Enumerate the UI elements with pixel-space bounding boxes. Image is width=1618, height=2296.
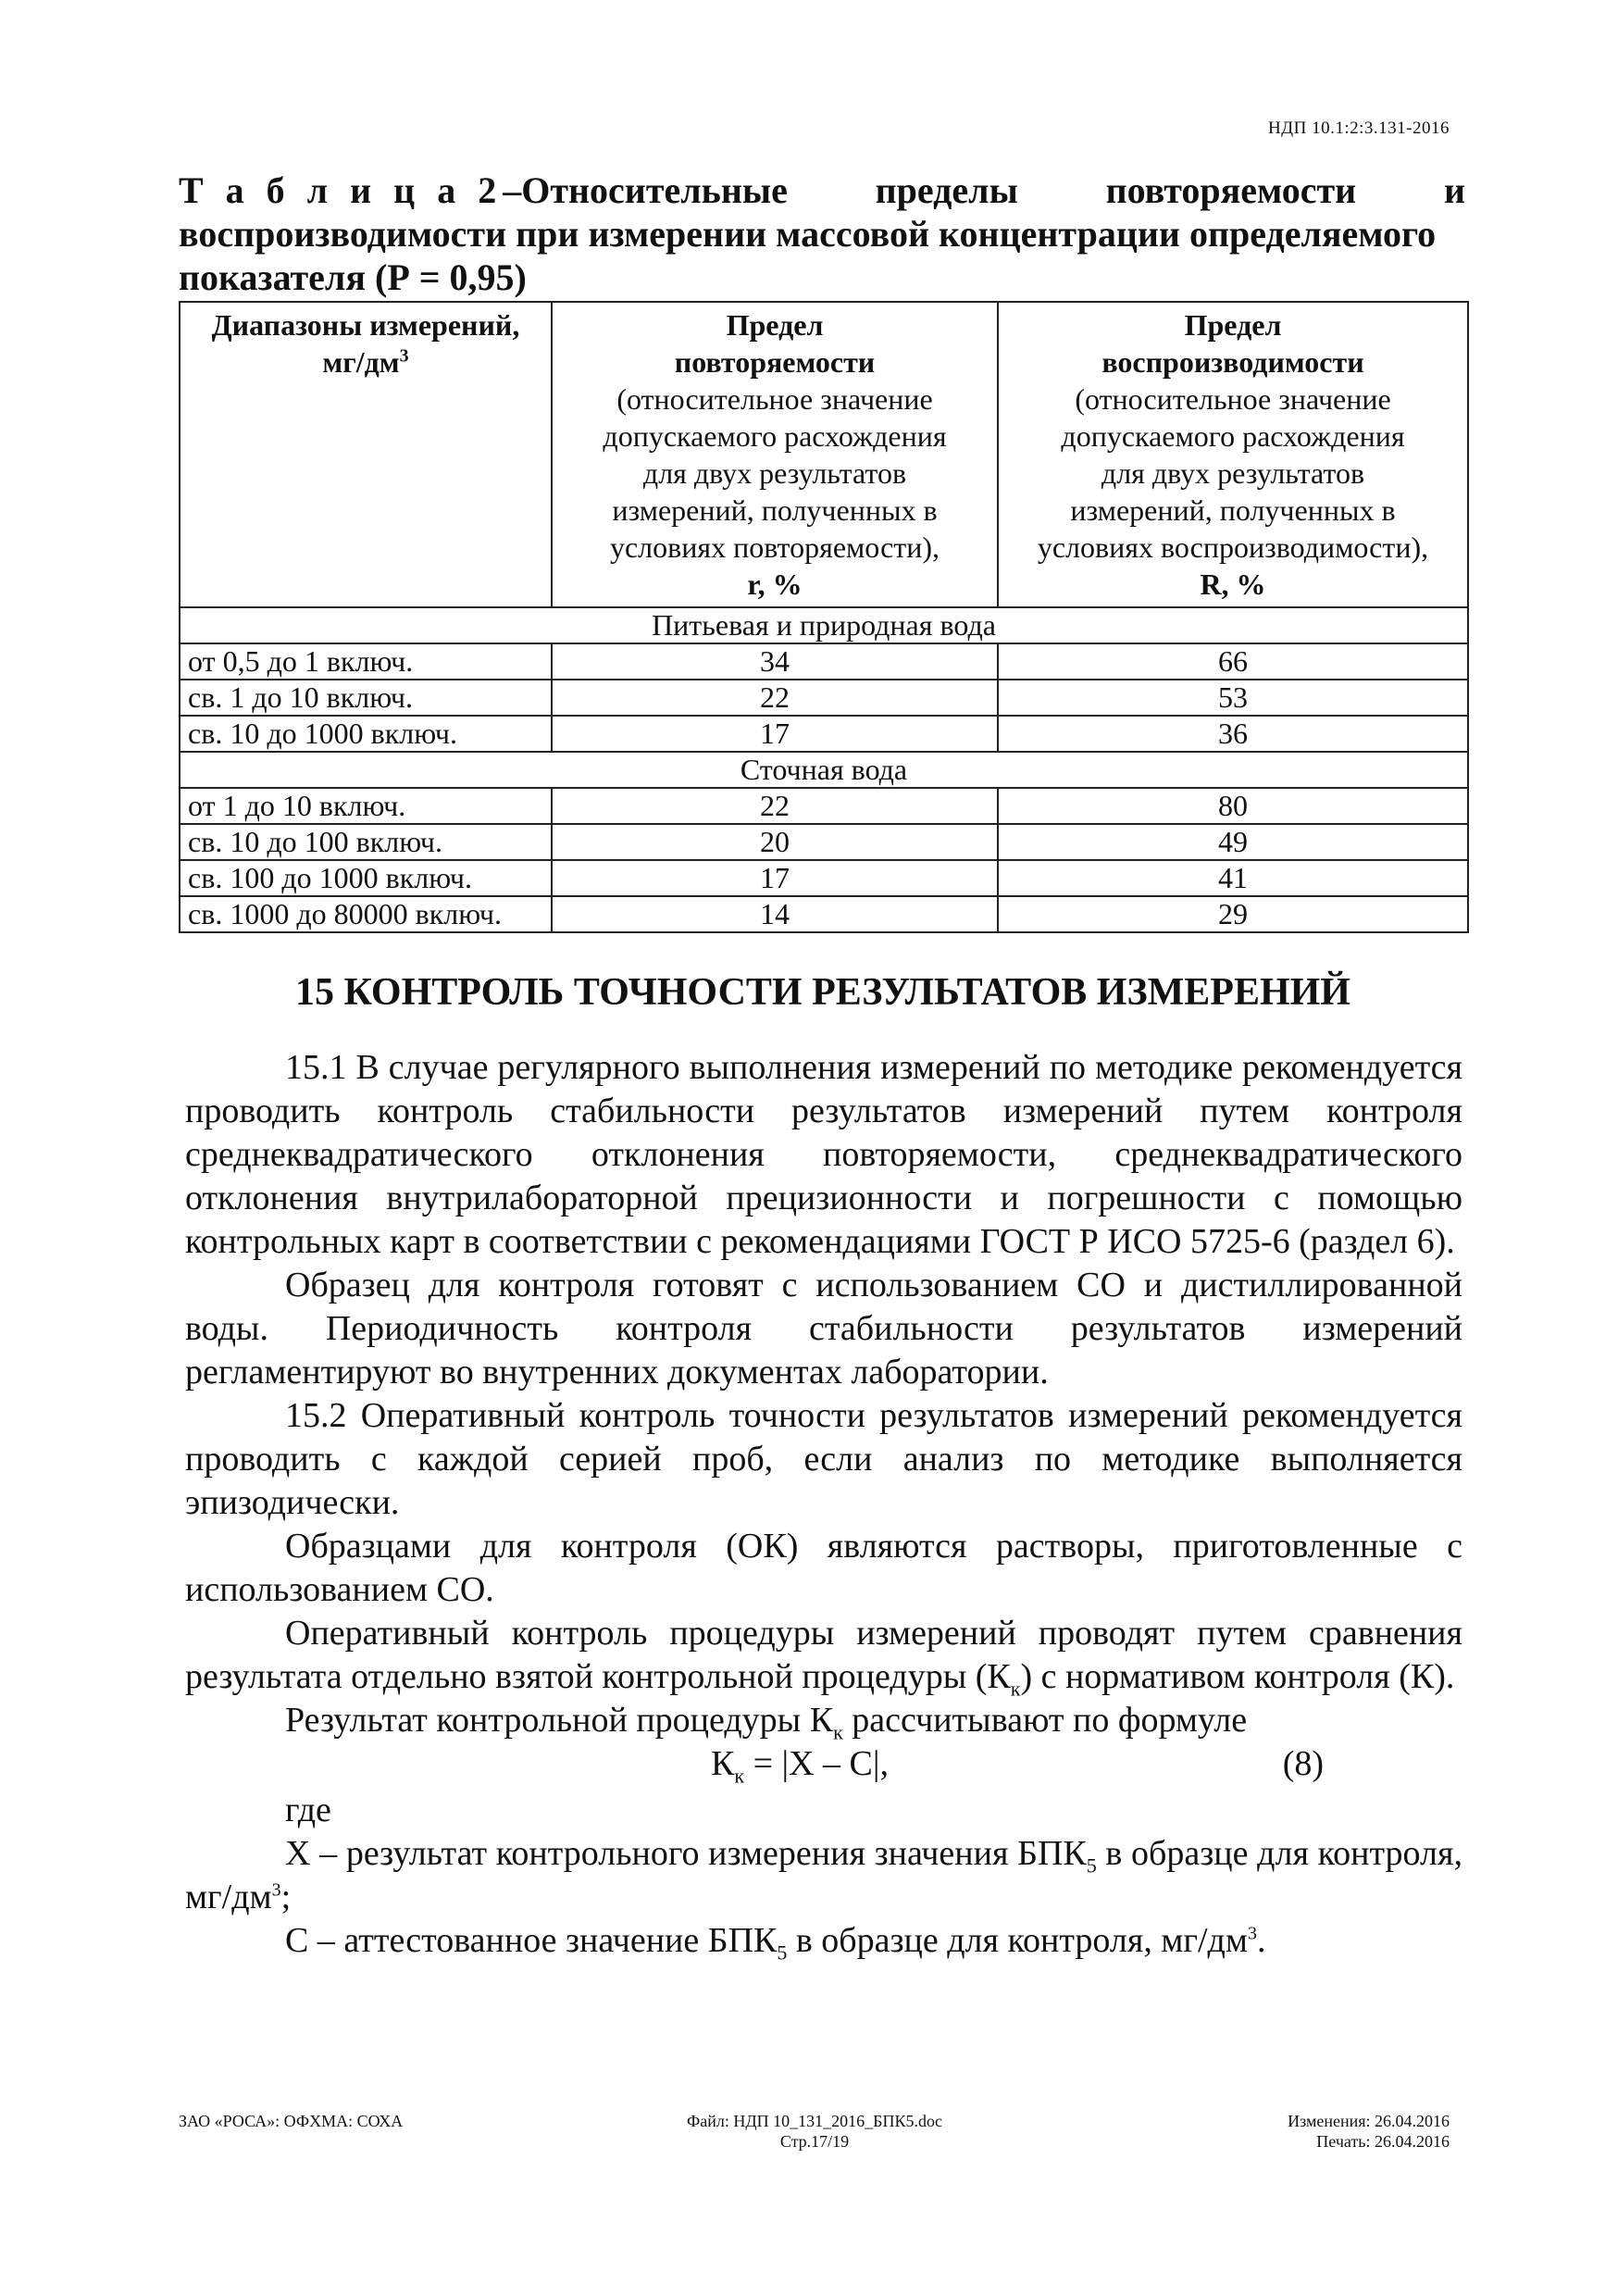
caption-prefix: Т а б л и ц а 2 bbox=[179, 169, 504, 211]
footer-page: Стр.17/19 bbox=[779, 2132, 850, 2151]
range-cell: св. 1 до 10 включ. bbox=[180, 680, 552, 716]
x-definition: X – результат контрольного измерения значения $БПК_5$ в образце для контроля, $мг/дм^3$; bbox=[185, 1834, 1463, 1916]
group-title: Питьевая и природная вода bbox=[180, 607, 1468, 643]
header-reproducibility bbox=[998, 302, 1468, 607]
repeatability-cell: 20 bbox=[552, 824, 998, 860]
footer-org: ЗАО «РОСА»: ОФХМА: СОХА bbox=[179, 2112, 404, 2130]
reproducibility-title-line: воспроизводимости bbox=[1101, 345, 1364, 379]
header-ranges bbox=[180, 302, 552, 607]
repeatability-description-line: для двух результатов bbox=[642, 456, 907, 490]
table-row bbox=[180, 680, 1468, 716]
table-group-row bbox=[180, 752, 1468, 788]
caption-line-2: воспроизводимости при измерении массовой концентрации определяемого bbox=[179, 213, 1437, 255]
reproducibility-cell: 29 bbox=[998, 896, 1468, 932]
caption-dash: – bbox=[503, 169, 522, 211]
range-cell: св. 10 до 1000 включ. bbox=[180, 716, 552, 752]
repeatability-description-line: (относительное значение bbox=[616, 382, 933, 416]
caption-word-4: и bbox=[1443, 169, 1465, 211]
repeatability-cell: 22 bbox=[552, 788, 998, 824]
reproducibility-cell: 36 bbox=[998, 716, 1468, 752]
caption-word-3: повторяемости bbox=[1105, 169, 1357, 211]
reproducibility-description-line: условиях воспроизводимости), bbox=[1037, 530, 1429, 564]
table-group-row bbox=[180, 607, 1468, 643]
range-cell: св. 1000 до 80000 включ. bbox=[180, 896, 552, 932]
table-header-row bbox=[180, 302, 1468, 607]
header-ranges-unit-sup: 3 bbox=[399, 345, 409, 367]
caption-word-1: Относительные bbox=[521, 169, 788, 211]
where-label: где bbox=[285, 1791, 331, 1829]
repeatability-title-line: повторяемости bbox=[674, 345, 876, 379]
reproducibility-description-line: допускаемого расхождения bbox=[1061, 419, 1405, 453]
reproducibility-title-line: Предел bbox=[1184, 308, 1282, 342]
reproducibility-cell: 49 bbox=[998, 824, 1468, 860]
table-row bbox=[180, 860, 1468, 896]
body-text bbox=[185, 1046, 1462, 1963]
footer-changed: Изменения: 26.04.2016 bbox=[1288, 2112, 1450, 2130]
reproducibility-cell: 66 bbox=[998, 643, 1468, 680]
caption-word-2: пределы bbox=[875, 169, 1018, 211]
precision-limits-table bbox=[179, 301, 1469, 933]
footer-dates bbox=[1288, 2111, 1450, 2152]
table-row bbox=[180, 788, 1468, 824]
reproducibility-description-line: (относительное значение bbox=[1075, 382, 1391, 416]
range-cell: от 0,5 до 1 включ. bbox=[180, 643, 552, 680]
paragraph-operative: Оперативный контроль процедуры измерений проводят путем сравнения результата отдельно взятой контрольной процедуры $(К_к)$ с нормативом контроля (К). bbox=[185, 1614, 1462, 1701]
repeatability-cell: 22 bbox=[552, 680, 998, 716]
header-ranges-unit: мг/дм bbox=[322, 345, 400, 379]
repeatability-description-line: допускаемого расхождения bbox=[603, 419, 947, 453]
repeatability-cell: 34 bbox=[552, 643, 998, 680]
footer-file: Файл: НДП 10_131_2016_БПК5.doc bbox=[687, 2112, 942, 2130]
document-code: НДП 10.1:2:3.131-2016 bbox=[1267, 119, 1450, 138]
c-definition: С – аттестованное значение $БПК_5$ в образце для контроля, $мг/дм^3$. bbox=[285, 1921, 1266, 1965]
paragraph-sample: Образец для контроля готовят с использованием СО и дистиллированной воды. Периодичность контроля стабильности результатов измерений регламентируют во внутренних документах лаборатории. bbox=[185, 1266, 1462, 1391]
repeatability-symbol: r, % bbox=[747, 568, 803, 601]
reproducibility-description-line: измерений, полученных в bbox=[1070, 493, 1396, 527]
section-title: 15 КОНТРОЛЬ ТОЧНОСТИ РЕЗУЛЬТАТОВ ИЗМЕРЕНИЙ bbox=[295, 971, 1350, 1014]
reproducibility-cell: 41 bbox=[998, 860, 1468, 896]
repeatability-cell: 17 bbox=[552, 860, 998, 896]
paragraph-15-2: 15.2 Оперативный контроль точности результатов измерений рекомендуется проводить с каждой серией проб, если анализ по методике выполняется эпизодически. bbox=[185, 1396, 1462, 1522]
group-title: Сточная вода bbox=[180, 752, 1468, 788]
paragraph-result: Результат контрольной процедуры $К_к$ рассчитывают по формуле bbox=[285, 1701, 1248, 1744]
repeatability-cell: 17 bbox=[552, 716, 998, 752]
repeatability-description-line: условиях повторяемости), bbox=[609, 530, 940, 564]
footer-file-info bbox=[657, 2111, 972, 2152]
table-body bbox=[180, 607, 1468, 932]
table-caption bbox=[179, 168, 1465, 299]
header-ranges-label: Диапазоны измерений, bbox=[211, 308, 520, 342]
formula-8 bbox=[185, 1742, 1462, 1789]
paragraph-ok: Образцами для контроля (ОК) являются растворы, приготовленные с использованием СО. bbox=[185, 1527, 1462, 1609]
reproducibility-cell: 80 bbox=[998, 788, 1468, 824]
repeatability-cell: 14 bbox=[552, 896, 998, 932]
range-cell: св. 10 до 100 включ. bbox=[180, 824, 552, 860]
reproducibility-description-line: для двух результатов bbox=[1101, 456, 1365, 490]
footer-printed: Печать: 26.04.2016 bbox=[1316, 2132, 1450, 2151]
repeatability-description-line: измерений, полученных в bbox=[612, 493, 938, 527]
caption-line-3: показателя (Р = 0,95) bbox=[179, 256, 527, 298]
table-row bbox=[180, 896, 1468, 932]
formula-number: (8) bbox=[1282, 1744, 1324, 1783]
table-row bbox=[180, 643, 1468, 680]
table-row bbox=[180, 824, 1468, 860]
paragraph-15-1: 15.1 В случае регулярного выполнения измерений по методике рекомендуется проводить контроль стабильности результатов измерений путем контроля среднеквадратического отклонения повторяемости, среднеквадратического отклонения внутрилабораторной прецизионности и погрешности с помощью контрольных карт в соответствии с рекомендациями ГОСТ Р ИСО 5725-6 (раздел 6). bbox=[185, 1048, 1462, 1261]
table-row bbox=[180, 716, 1468, 752]
formula: $К_к = |X - C|$, bbox=[711, 1744, 889, 1788]
header-repeatability bbox=[552, 302, 998, 607]
reproducibility-symbol: R, % bbox=[1200, 568, 1266, 601]
range-cell: от 1 до 10 включ. bbox=[180, 788, 552, 824]
range-cell: св. 100 до 1000 включ. bbox=[180, 860, 552, 896]
repeatability-title-line: Предел bbox=[726, 308, 824, 342]
reproducibility-cell: 53 bbox=[998, 680, 1468, 716]
